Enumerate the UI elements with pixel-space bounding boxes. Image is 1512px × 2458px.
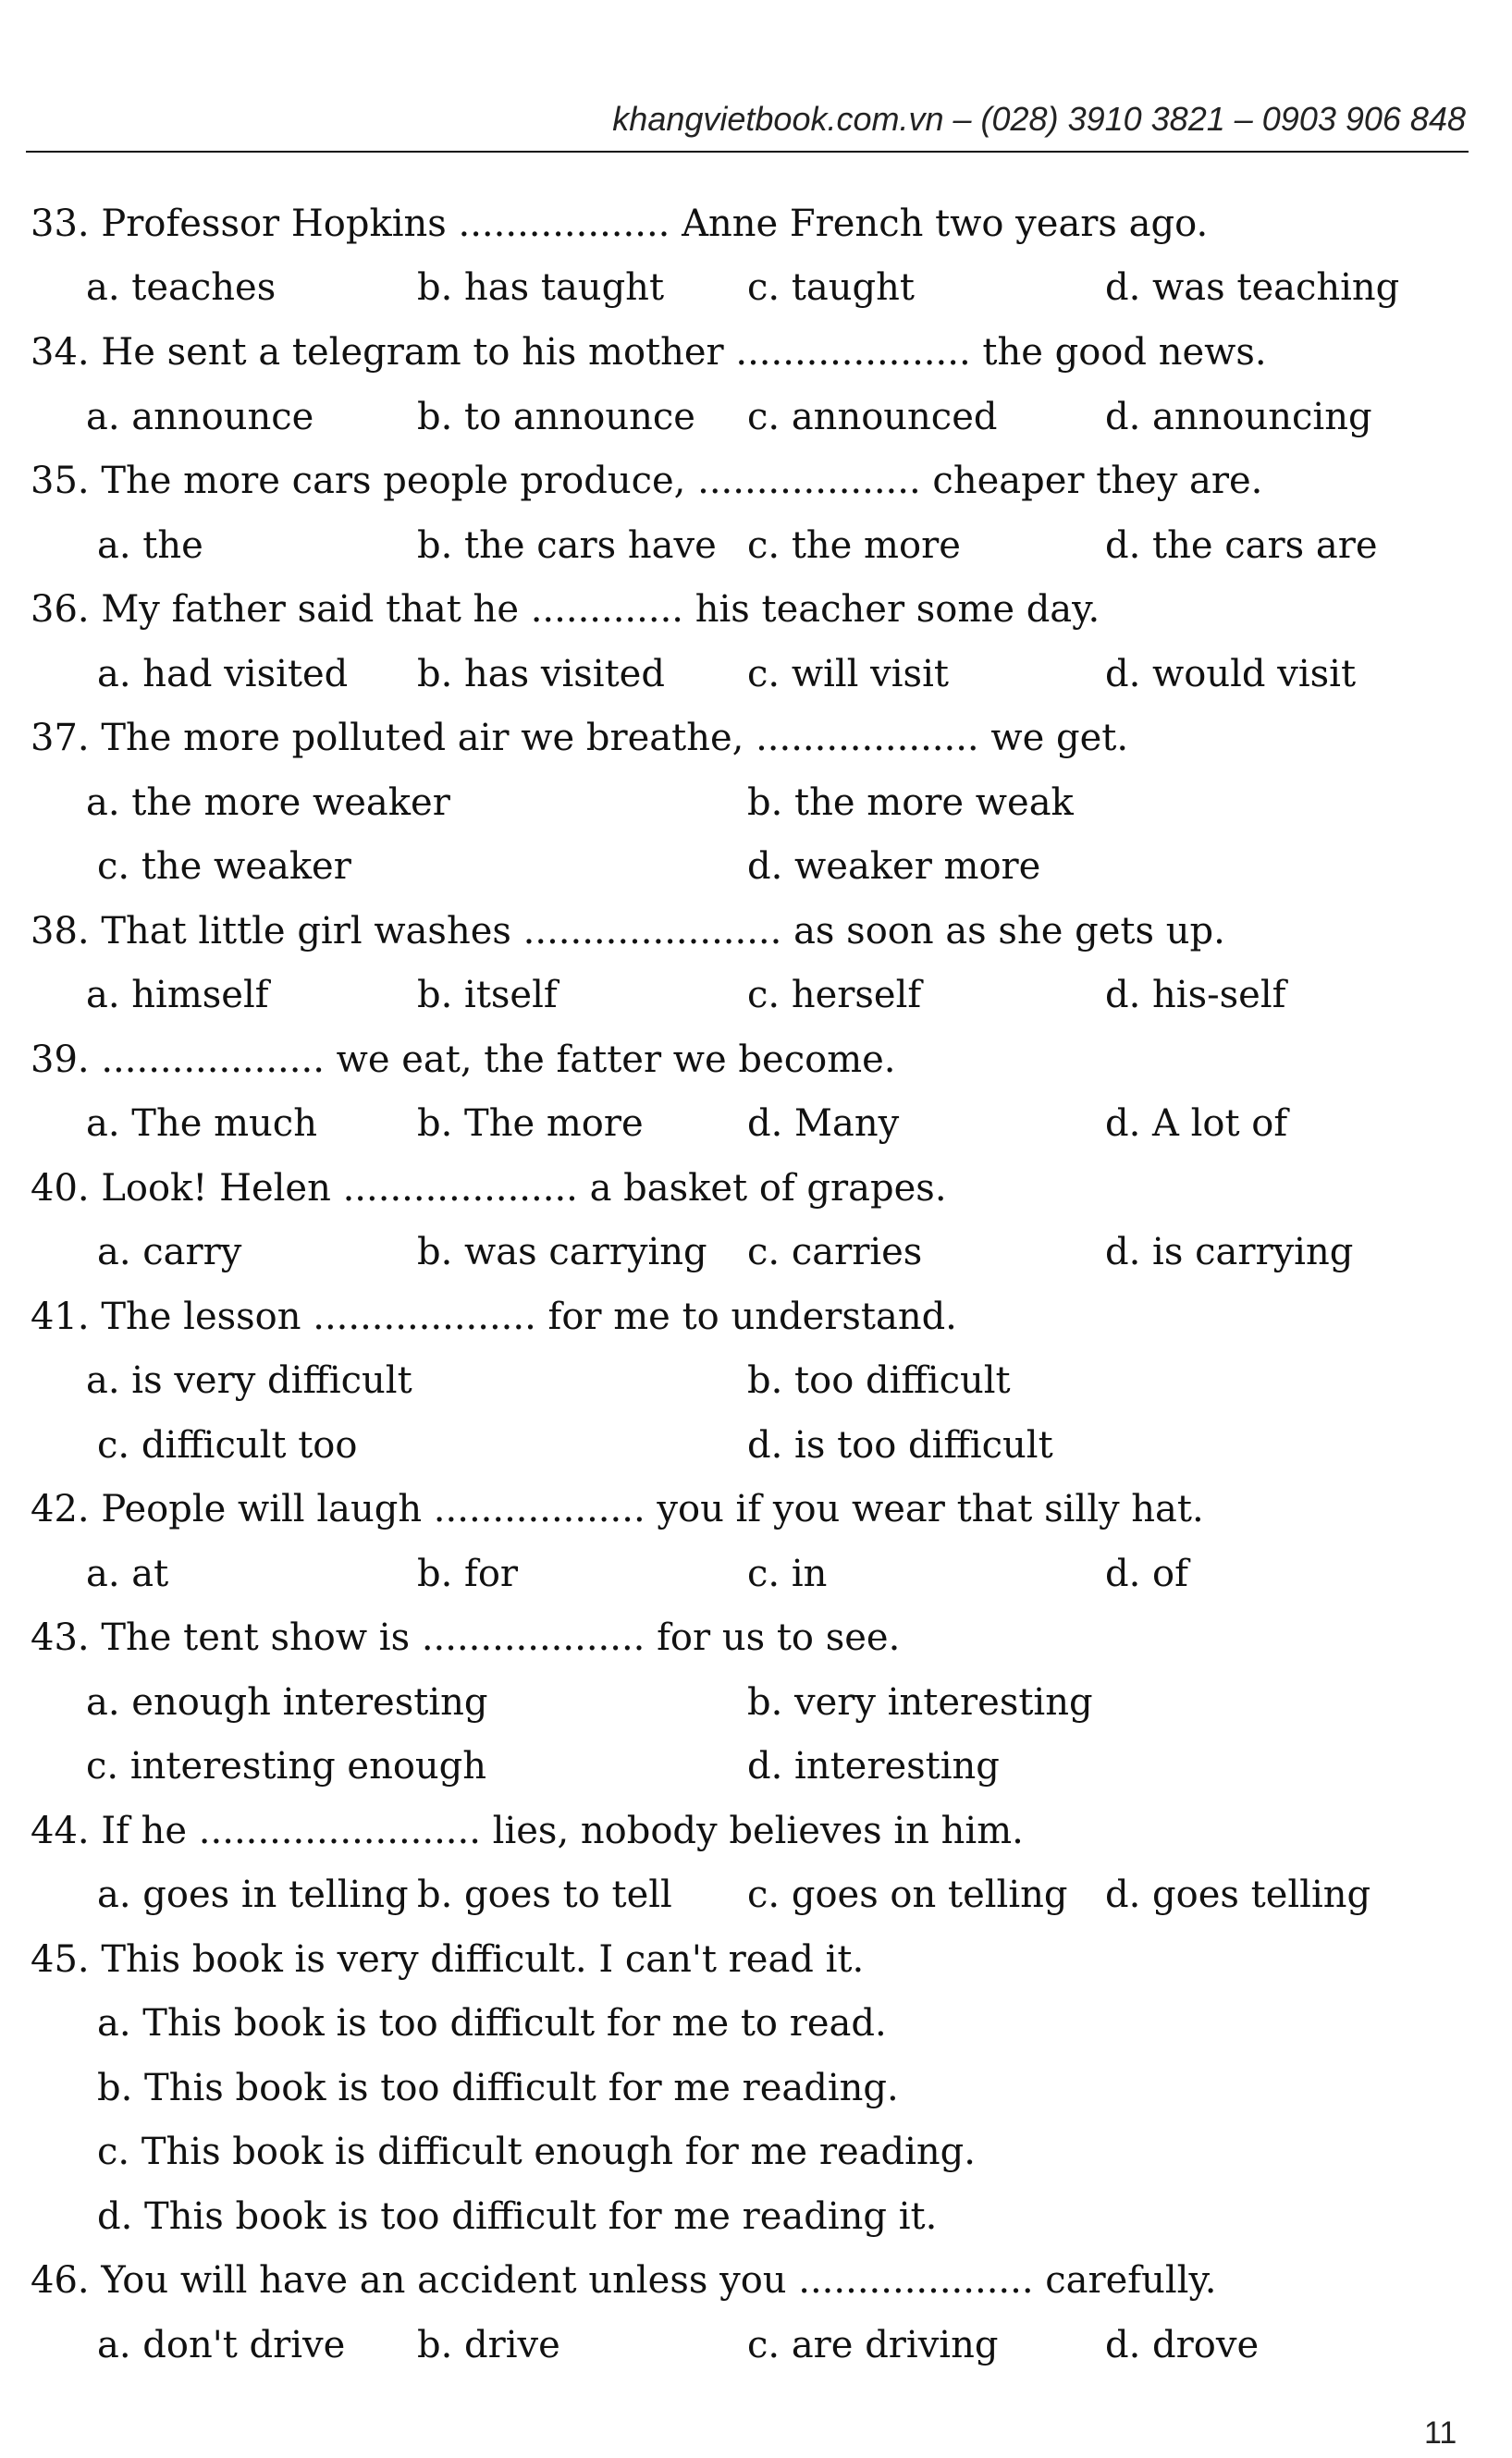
options-37-row1	[0, 775, 1512, 830]
option-b: b. has taught	[417, 266, 665, 309]
option-a: a. goes in telling	[97, 1874, 409, 1916]
question-text: 44. If he ........................ lies, nobody believes in him.	[31, 1810, 1024, 1852]
option-c: c. taught	[747, 266, 915, 309]
option-c: c. herself	[747, 974, 922, 1016]
option-d: d. the cars are	[1105, 524, 1378, 567]
option-b: b. itself	[417, 974, 558, 1016]
option-c: c. carries	[747, 1231, 923, 1273]
option-d: d. This book is too difficult for me reading it.	[97, 2195, 938, 2238]
option-b: b. to announce	[417, 396, 695, 438]
question-35	[0, 453, 1512, 509]
question-38	[0, 903, 1512, 959]
option-c: c. announced	[747, 396, 998, 438]
question-43	[0, 1610, 1512, 1665]
option-d: d. is carrying	[1105, 1231, 1354, 1273]
question-text: 46. You will have an accident unless you .................... carefully.	[31, 2259, 1217, 2302]
option-a: a. had visited	[97, 653, 349, 695]
options-41-row2	[0, 1418, 1512, 1473]
option-c: c. This book is difficult enough for me reading.	[97, 2131, 976, 2173]
option-a: a. is very difficult	[86, 1359, 412, 1402]
question-44	[0, 1803, 1512, 1859]
question-45	[0, 1932, 1512, 1987]
option-a: a. himself	[86, 974, 269, 1016]
option-a: a. The much	[86, 1102, 317, 1145]
question-42	[0, 1481, 1512, 1537]
option-b: b. has visited	[417, 653, 665, 695]
question-text: 37. The more polluted air we breathe, ................... we get.	[31, 717, 1129, 759]
option-d: d. interesting	[747, 1745, 1000, 1788]
options-43-row2	[0, 1739, 1512, 1794]
option-b: b. The more	[417, 1102, 644, 1145]
option-d: d. is too difficult	[747, 1424, 1053, 1467]
options-44	[0, 1867, 1512, 1923]
option-b: b. the more weak	[747, 781, 1074, 824]
option-45-c	[0, 2124, 1512, 2180]
options-42	[0, 1546, 1512, 1602]
question-text: 42. People will laugh .................. you if you wear that silly hat.	[31, 1488, 1204, 1530]
question-text: 45. This book is very difficult. I can't read it.	[31, 1938, 865, 1981]
options-35	[0, 518, 1512, 573]
options-37-row2	[0, 839, 1512, 894]
option-d: d. goes telling	[1105, 1874, 1371, 1916]
options-41-row1	[0, 1353, 1512, 1408]
question-text: 33. Professor Hopkins .................. Anne French two years ago.	[31, 203, 1209, 245]
option-a: a. at	[86, 1553, 169, 1595]
question-41	[0, 1289, 1512, 1345]
options-40	[0, 1224, 1512, 1280]
question-text: 41. The lesson ................... for me to understand.	[31, 1296, 957, 1338]
question-text: 38. That little girl washes ...................... as soon as she gets up.	[31, 910, 1225, 952]
option-45-d	[0, 2189, 1512, 2244]
option-d: d. drove	[1105, 2324, 1260, 2366]
options-34	[0, 389, 1512, 445]
option-a: a. teaches	[86, 266, 277, 309]
option-d: d. weaker more	[747, 845, 1041, 888]
question-46	[0, 2253, 1512, 2308]
question-33	[0, 196, 1512, 252]
option-d: d. A lot of	[1105, 1102, 1288, 1145]
option-a: a. enough interesting	[86, 1681, 488, 1724]
options-38	[0, 967, 1512, 1023]
option-b: b. goes to tell	[417, 1874, 672, 1916]
options-43-row1	[0, 1675, 1512, 1730]
page-header: khangvietbook.com.vn – (028) 3910 3821 – 0903 906 848	[612, 100, 1466, 138]
option-a: a. the	[97, 524, 203, 567]
option-b: b. the cars have	[417, 524, 717, 567]
question-36	[0, 582, 1512, 637]
question-34	[0, 325, 1512, 380]
option-c: c. the weaker	[97, 845, 351, 888]
option-b: b. This book is too difficult for me reading.	[97, 2067, 899, 2109]
option-a: a. This book is too difficult for me to read.	[97, 2002, 887, 2045]
option-c: d. Many	[747, 1102, 900, 1145]
option-b: b. very interesting	[747, 1681, 1093, 1724]
options-46	[0, 2317, 1512, 2373]
option-d: d. would visit	[1105, 653, 1357, 695]
question-text: 43. The tent show is ................... for us to see.	[31, 1616, 901, 1659]
question-39	[0, 1032, 1512, 1088]
page-number: 11	[1424, 2415, 1457, 2451]
options-36	[0, 646, 1512, 702]
option-c: c. will visit	[747, 653, 949, 695]
option-a: a. carry	[97, 1231, 242, 1273]
option-d: d. announcing	[1105, 396, 1372, 438]
option-d: d. of	[1105, 1553, 1188, 1595]
option-45-b	[0, 2060, 1512, 2116]
option-d: d. his-self	[1105, 974, 1286, 1016]
option-a: a. the more weaker	[86, 781, 450, 824]
option-c: c. in	[747, 1553, 828, 1595]
options-33	[0, 260, 1512, 315]
option-45-a	[0, 1996, 1512, 2051]
options-39	[0, 1096, 1512, 1151]
option-c: c. interesting enough	[86, 1745, 487, 1788]
option-c: c. goes on telling	[747, 1874, 1068, 1916]
question-40	[0, 1161, 1512, 1216]
option-a: a. don't drive	[97, 2324, 346, 2366]
question-text: 35. The more cars people produce, ................... cheaper they are.	[31, 460, 1263, 502]
header-divider	[26, 151, 1469, 153]
option-d: d. was teaching	[1105, 266, 1400, 309]
question-text: 34. He sent a telegram to his mother .................... the good news.	[31, 331, 1267, 374]
question-37	[0, 710, 1512, 766]
option-b: b. drive	[417, 2324, 560, 2366]
option-b: b. too difficult	[747, 1359, 1011, 1402]
option-c: c. are driving	[747, 2324, 999, 2366]
option-b: b. for	[417, 1553, 519, 1595]
question-text: 39. ................... we eat, the fatter we become.	[31, 1039, 896, 1081]
question-text: 40. Look! Helen .................... a basket of grapes.	[31, 1167, 947, 1210]
option-b: b. was carrying	[417, 1231, 707, 1273]
question-text: 36. My father said that he ............. his teacher some day.	[31, 588, 1100, 631]
option-c: c. difficult too	[97, 1424, 358, 1467]
option-a: a. announce	[86, 396, 314, 438]
option-c: c. the more	[747, 524, 961, 567]
